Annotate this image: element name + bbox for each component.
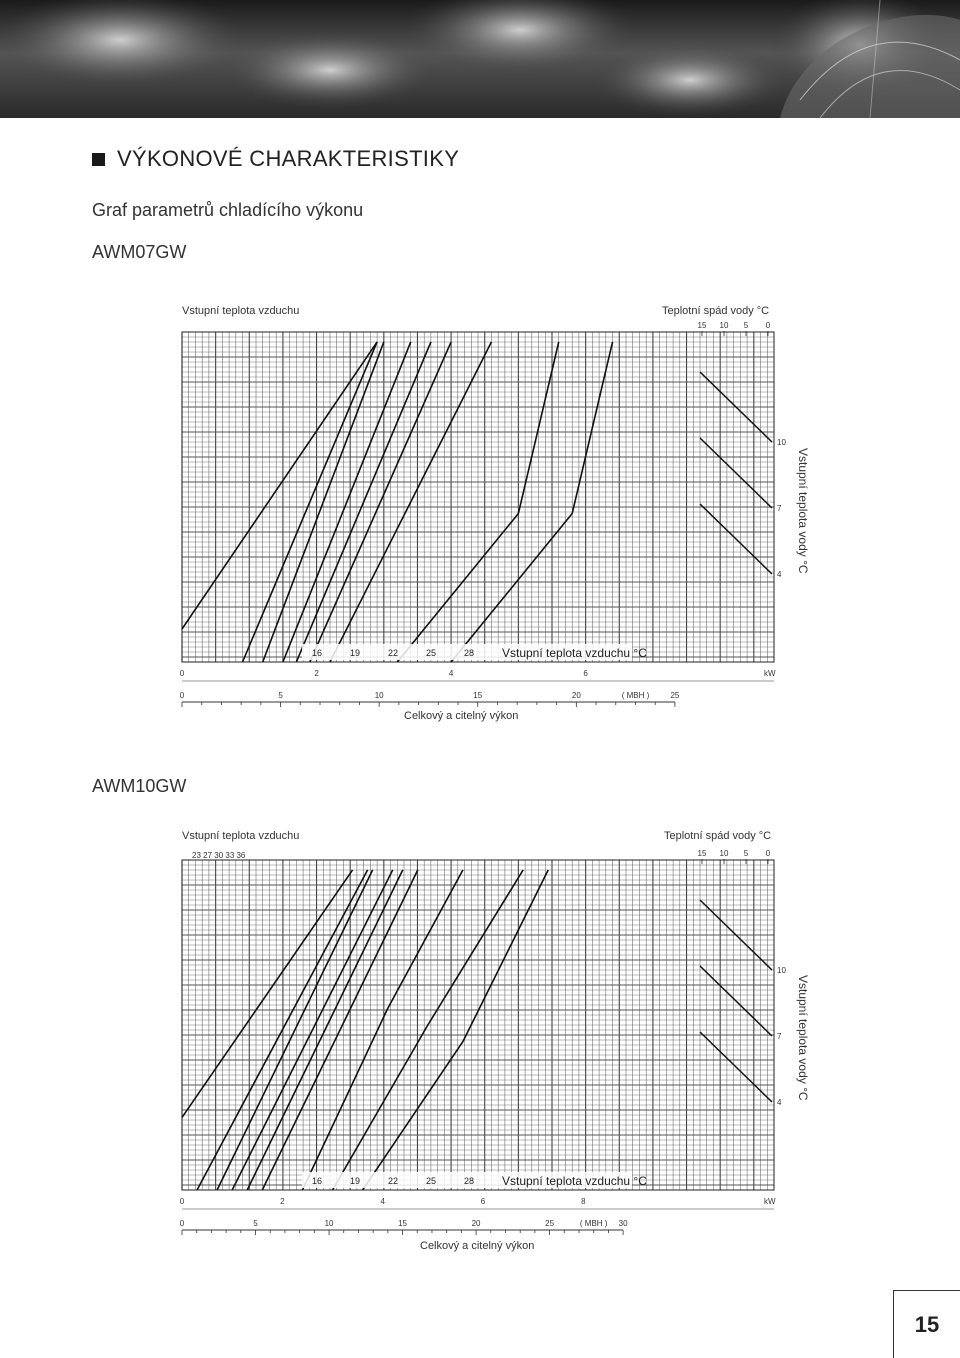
air-temp-axis-label: Vstupní teplota vzduchu °C (502, 646, 647, 660)
kw-unit-label: kW (764, 669, 776, 678)
air-temp-label: 16 (311, 1176, 323, 1186)
air-temp-label: 19 (349, 648, 361, 658)
mbh-tick-label: 20 (571, 691, 581, 700)
x-axis-label: Celkový a citelný výkon (420, 1240, 535, 1252)
air-temp-label: 16 (311, 648, 323, 658)
water-temp-tick-label: 4 (777, 570, 782, 579)
kw-tick-label: 6 (480, 1197, 486, 1206)
header-banner-image (0, 0, 960, 118)
water-drop-tick-label: 10 (719, 849, 729, 858)
kw-tick-label: 4 (380, 1197, 385, 1206)
kw-tick-label: 0 (179, 1197, 185, 1206)
mbh-tick-label: 15 (398, 1219, 408, 1228)
air-temp-label: 19 (349, 1176, 361, 1186)
mbh-tick-label: 0 (179, 691, 185, 700)
mbh-tick-label: 10 (374, 691, 384, 700)
water-drop-tick-label: 15 (697, 849, 707, 858)
right-caption: Teplotní spád vody °C (664, 830, 772, 842)
model-label-awm10gw: AWM10GW (92, 776, 187, 796)
series-line (182, 870, 353, 1118)
kw-unit-label: kW (764, 1197, 776, 1206)
top-left-label: 23 27 30 33 36 (192, 851, 246, 860)
bullet-square-icon (92, 153, 105, 166)
mbh-tick-label: 0 (179, 1219, 185, 1228)
mbh-tick-label: 20 (471, 1219, 481, 1228)
mbh-tick-label: 15 (473, 691, 483, 700)
section-title: VÝKONOVÉ CHARAKTERISTIKY (117, 146, 460, 171)
mbh-tick-label: 30 (618, 1219, 628, 1228)
mbh-unit-label: ( MBH ) (621, 691, 650, 700)
water-drop-tick-label: 10 (719, 321, 729, 330)
section-heading (92, 146, 459, 172)
air-temp-label: 22 (387, 648, 399, 658)
chart-awm10gw (170, 846, 810, 1246)
kw-tick-label: 2 (314, 669, 319, 678)
kw-tick-label: 8 (581, 1197, 586, 1206)
water-temp-tick-label: 10 (777, 966, 786, 975)
air-temp-label: 28 (463, 648, 475, 658)
water-drop-tick-label: 5 (743, 849, 749, 858)
air-temp-label: 28 (463, 1176, 475, 1186)
water-temp-tick-label: 4 (777, 1098, 782, 1107)
kw-tick-label: 4 (448, 669, 454, 678)
series-line (182, 342, 377, 629)
left-caption: Vstupní teplota vzduchu (182, 305, 300, 317)
air-temp-label: 25 (425, 1176, 437, 1186)
water-temp-line (700, 438, 772, 508)
x-axis-label: Celkový a citelný výkon (404, 710, 519, 722)
mbh-tick-label: 5 (253, 1219, 258, 1228)
model-label-awm07gw: AWM07GW (92, 242, 187, 262)
air-temp-axis-label: Vstupní teplota vzduchu °C (502, 1174, 647, 1188)
mbh-tick-label: 25 (670, 691, 680, 700)
kw-tick-label: 2 (280, 1197, 285, 1206)
left-caption: Vstupní teplota vzduchu (182, 830, 300, 842)
mbh-tick-label: 5 (278, 691, 283, 700)
page-number: 15 (893, 1290, 960, 1358)
water-temp-axis-label: Vstupní teplota vody °C (796, 975, 810, 1101)
mbh-tick-label: 25 (545, 1219, 555, 1228)
water-drop-tick-label: 0 (765, 321, 771, 330)
water-temp-tick-label: 7 (777, 1032, 782, 1041)
kw-tick-label: 6 (583, 669, 588, 678)
chart-awm07gw (170, 318, 810, 718)
mbh-tick-label: 10 (324, 1219, 334, 1228)
kw-tick-label: 0 (179, 669, 185, 678)
water-temp-line (700, 966, 772, 1036)
water-temp-axis-label: Vstupní teplota vody °C (796, 448, 810, 574)
air-temp-label: 25 (425, 648, 437, 658)
water-temp-tick-label: 10 (777, 438, 786, 447)
water-drop-tick-label: 15 (697, 321, 707, 330)
mbh-unit-label: ( MBH ) (579, 1219, 608, 1228)
section-subtitle: Graf parametrů chladícího výkonu (92, 200, 364, 220)
water-drop-tick-label: 5 (743, 321, 749, 330)
water-drop-tick-label: 0 (765, 849, 771, 858)
right-caption: Teplotní spád vody °C (662, 305, 770, 317)
water-temp-line (700, 1032, 772, 1102)
air-temp-label: 22 (387, 1176, 399, 1186)
water-temp-tick-label: 7 (777, 504, 782, 513)
water-temp-line (700, 504, 772, 574)
